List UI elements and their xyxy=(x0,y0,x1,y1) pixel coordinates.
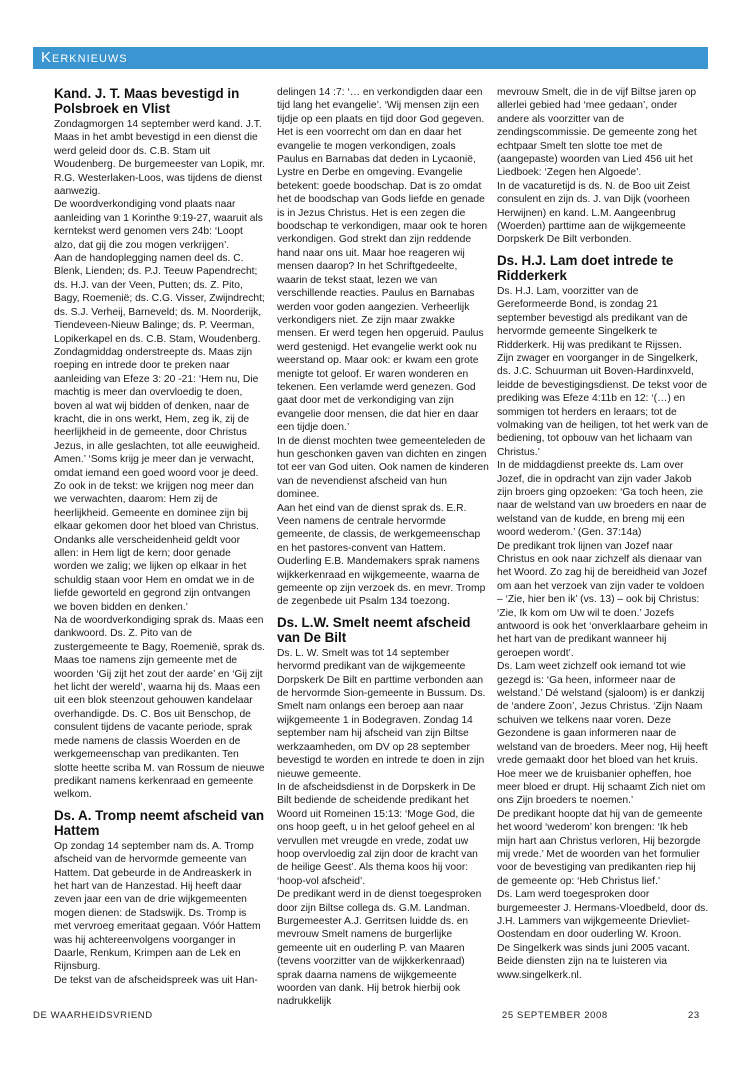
column-1 xyxy=(54,86,266,986)
article-title-lam: Ds. H.J. Lam doet intrede te Ridderkerk xyxy=(497,252,674,283)
article-paragraph: Ds. L. W. Smelt was tot 14 september hervormd predikant van de wijkgemeente Dorpskerk De Bilt en parttime verbonden aan de hervormde Sion-gemeente in Bussum. Ds. Smelt nam onlangs een beroep aan naar wijkgemeente 1 in Bodegraven. Zondag 14 september nam hij afscheid van zijn Biltse werkzaamheden, om DV op 28 september bevestigd te worden en intrede te doen in zijn nieuwe gemeente. xyxy=(277,647,486,780)
article-title-maas: Kand. J. T. Maas bevestigd in Polsbroek en Vlist xyxy=(54,86,240,116)
section-title: Kerknieuws xyxy=(41,49,128,66)
article-paragraph: De woordverkondiging vond plaats naar aanleiding van 1 Korinthe 9:19-27, waaruit als kerntekst werd genomen vers 24b: ‘Loopt alzo, dat gij die zou mogen verkrijgen’. xyxy=(54,199,263,251)
article-paragraph: De predikant werd in de dienst toegesproken door zijn Biltse collega ds. G.M. Landman. Burgemeester A.J. Gerritsen luidde ds. en mevrouw Smelt namens de burgerlijke gemeente uit en ouderling P. van Maaren (tevens voorzitter van de wijkkerkenraad) sprak daarna namens de wijkgemeente woorden van dank. Hij betrok hierbij ook nadrukkelijk xyxy=(277,889,482,1008)
column-3 xyxy=(497,86,709,986)
article-paragraph: Ds. Lam werd toegesproken door burgemeester J. Hermans-Vloedbeld, door ds. J.H. Lammers van wijkgemeente Drievliet-Oostendam en door ouderling W. Kroon. xyxy=(497,889,709,941)
article-paragraph: Op zondag 14 september nam ds. A. Tromp afscheid van de hervormde gemeente van Hattem. Dat gebeurde in de Andreaskerk in het hart van de Hanzestad. Hij heeft daar zeven jaar een van de drie wijkgemeenten mogen dienen: de Stadswijk. Ds. Tromp is met vervroeg emeritaat gegaan. Vóór Hattem was hij achtereenvolgens voorganger in Daarle, Renkum, Krimpen aan de Lek en Rijnsburg. xyxy=(54,840,261,973)
article-paragraph: In de vacaturetijd is ds. N. de Boo uit Zeist consulent en zijn ds. J. van Dijk (voorheen Herwijnen) en kand. L.M. Aangeenbrug (Woerden) parttime aan de wijkgemeente Dorpskerk De Bilt verbonden. xyxy=(497,180,690,246)
column-2 xyxy=(277,86,489,1008)
article-paragraph: De predikant hoopte dat hij van de gemeente het woord ‘wederom’ kon brengen: ‘Ik heb mijn hart aan Christus verloren, Hij bezorgde mij vrede.’ Met de woorden van het formulier voor de bevestiging van predikanten riep hij de gemeente op: ‘Heb Christus lief.’ xyxy=(497,808,703,887)
article-paragraph: De predikant trok lijnen van Jozef naar Christus en ook naar zichzelf als dienaar van het Woord. Zo zag hij de bereidheid van Jozef om aan het verzoek van zijn vader te voldoen – ‘Zie, hier ben ik’ (vs. 13) – ook bij Christus: ‘Zie, Ik kom om Uw wil te doen.’ Jozefs antwoord is ook het ‘onverklaarbare geheim in het hart van de predikant wanneer hij geroepen wordt’. xyxy=(497,540,708,659)
article-paragraph: In de afscheidsdienst in de Dorpskerk in De Bilt bediende de scheidende predikant het Woord uit Romeinen 15:13: ‘Moge God, die ons hoop geeft, u in het geloof geheel en al vervullen met vreugde en vrede, zodat uw hoop overvloedig zal zijn door de kracht van de heilige Geest’. Als thema koos hij voor: ‘hoop-vol afscheid’. xyxy=(277,781,478,887)
footer-date: 25 SEPTEMBER 2008 xyxy=(502,1010,608,1021)
article-paragraph: De Singelkerk was sinds juni 2005 vacant. Beide diensten zijn na te luisteren via www.singelkerk.nl. xyxy=(497,942,690,981)
article-paragraph: delingen 14 :7: ‘… en verkondigden daar een tijd lang het evangelie’. ‘Wij mensen zijn een tijdje op een plaats en tijd door God gegeven. Het is een voorrecht om dan en daar het evangelie te mogen verkondigen, zoals Paulus en Barnabas dat deden in Lycaonië, Lystre en Derbe en omgeving. Evangelie betekent: goede boodschap. Dat is zo omdat het de boodschap van Gods liefde en genade is in Jezus Christus. Het is een zegen die boodschap te verkondigen, maar ook te horen verkondigen. God strekt dan zijn reddende hand naar ons uit. Maar hoe reageren wij mensen daarop? In het Schriftgedeelte, waarin de tekst staat, lezen we van verschillende reacties. Paulus en Barnabas werden voor goden aangezien. Verheerlijk verkondigers niet. Ze zijn maar zwakke mensen. Er werd tegen hen opgeruid. Paulus werd gestenigd. Het evangelie werkt ook nu weerstand op. Maar ook: er kwam een grote menigte tot geloof. Er waren wonderen en tekenen. Een verlamde werd genezen. God gaat door met de verkondiging van zijn evangelie door mensen, die dat hier en daar een tijdje doen.’ xyxy=(277,87,488,434)
article-paragraph: Zondagmorgen 14 september werd kand. J.T. Maas in het ambt bevestigd in een dienst die werd geleid door ds. C.B. Stam uit Woudenberg. De burgemeester van Lopik, mr. R.G. Westerlaken-Loos, was tijdens de dienst aanwezig. xyxy=(54,119,266,198)
article-paragraph: Aan de handoplegging namen deel ds. C. Blenk, Lienden; ds. P.J. Teeuw Papendrecht; ds. H.J. van der Veen, Putten; ds. Z. Pito, Bagy, Roemenië; ds. C.G. Visser, Zwijndrecht; ds. S.J. Verheij, Barneveld; ds. M. Noorderijk, Tiendeveen-Nieuw Balinge; ds. P. Veerman, Lopikerkapel en ds. C.B. Stam, Woudenberg. xyxy=(54,253,265,345)
article-paragraph: In de dienst mochten twee gemeenteleden de hun geschonken gaven van dichten en zingen tot eer van God uiten. Ook namen de kinderen van de nevendienst afscheid van hun dominee. xyxy=(277,435,489,501)
article-paragraph: Zondagmiddag onderstreepte ds. Maas zijn roeping en intrede door te preken naar aanleiding van Efeze 3: 20 -21: ‘Hem nu, Die machtig is meer dan overvloedig te doen, boven al wat wij bidden of denken, naar de kracht, die in ons werkt, Hem, zeg ik, zij de heerlijkheid in de gemeente, door Christus Jezus, in alle geslachten, tot alle eeuwigheid. Amen.’ ‘Soms krijg je meer dan je verwacht, omdat iemand een goed woord voor je deed. Zo ook in de tekst: we krijgen nog meer dan we verwachten, daarom: Hem zij de heerlijkheid. Gemeente en dominee zijn bij elkaar gekomen door het bloed van Christus. Ondanks alle verscheidenheid geldt voor allen: in Hem ligt de kern; door genade worden we zalig; we lijken op elkaar in het schuldig staan voor Hem en omdat we in de liefde geworteld en gegrond zijn ontvangen we boven bidden en denken.’ xyxy=(54,346,261,613)
article-paragraph: mevrouw Smelt, die in de vijf Biltse jaren op allerlei gebied had ‘mee gedaan’, onder andere als voorzitter van de zendingscommissie. De gemeente zong het echtpaar Smelt ten slotte toe met de (aangepaste) woorden van Lied 456 uit het Liedboek: ‘Zegen hen Algoede’. xyxy=(497,87,697,179)
article-title-smelt: Ds. L.W. Smelt neemt afscheid van De Bilt xyxy=(277,614,471,645)
article-paragraph: In de middagdienst preekte ds. Lam over Jozef, die in opdracht van zijn vader Jakob zijn broers ging opzoeken: ‘Ga toch heen, zie naar de welstand van uw broeders en naar de welstand van de kudde, en breng mij een woord wederom.’ (Gen. 37:14a) xyxy=(497,460,707,539)
article-paragraph: Ds. Lam weet zichzelf ook iemand tot wie gezegd is: ‘Ga heen, informeer naar de welstand.’ Dé welstand (sjaloom) is er dankzij de ‘andere Zoon’, Jezus Christus. ‘Zijn Naam schuiven we telkens naar voren. Deze Gezondene is gaan informeren naar de welstand van de broeders. Meer nog, Hij heeft vrede gemaakt door het bloed van het kruis. Hoe meer we de kruisbanier opheffen, hoe meer bloed er drupt. Hij schaamt Zich niet om ons Zijn broeders te noemen.’ xyxy=(497,661,708,807)
article-paragraph: Na de woordverkondiging sprak ds. Maas een dankwoord. Ds. Z. Pito van de zustergemeente te Bagy, Roemenië, sprak ds. Maas toe namens zijn gemeente met de woorden ‘Gij zijt het zout der aarde’ en ‘Gij zijt het licht der wereld’, waarna hij ds. Maas een uit een blok steenzout gehouwen kandelaar overhandigde. Ds. C. Bos uit Benschop, de consulent tijdens de vacante periode, sprak mede namens de classis Woerden en de werkgemeenschap van predikanten. Ten slotte heette scriba M. van Rossum de nieuwe predikant namens kerkenraad en gemeente welkom. xyxy=(54,615,266,801)
article-title-tromp: Ds. A. Tromp neemt afscheid van Hattem xyxy=(54,807,265,838)
article-paragraph: De tekst van de afscheidspreek was uit Han- xyxy=(54,974,258,986)
footer-publication: DE WAARHEIDSVRIEND xyxy=(33,1010,153,1021)
article-paragraph: Zijn zwager en voorganger in de Singelkerk, ds. J.C. Schuurman uit Boven-Hardinxveld, leidde de bevestigingsdienst. De tekst voor de prediking was Efeze 4:11b en 12: ‘(…) en sommigen tot herders en leraars; tot de volmaking van de heiligen, tot het werk van de bediening, tot opbouw van het lichaam van Christus.’ xyxy=(497,352,709,458)
article-paragraph: Aan het eind van de dienst sprak ds. E.R. Veen namens de centrale hervormde gemeente, de classis, de werkgemeenschap en het pastores-convent van Hattem. Ouderling E.B. Mandemakers sprak namens wijkkerkenraad en wijkgemeente, waarna de gemeente op zijn verzoek ds. en mevr. Tromp de zegenbede uit Psalm 134 toezong. xyxy=(277,502,486,608)
footer-page-number: 23 xyxy=(688,1010,700,1021)
article-paragraph: Ds. H.J. Lam, voorzitter van de Gereformeerde Bond, is zondag 21 september bevestigd als predikant van de hervormde gemeente Singelkerk te Ridderkerk. Hij was predikant te Rijssen. xyxy=(497,285,688,351)
section-header-bar xyxy=(33,47,708,69)
